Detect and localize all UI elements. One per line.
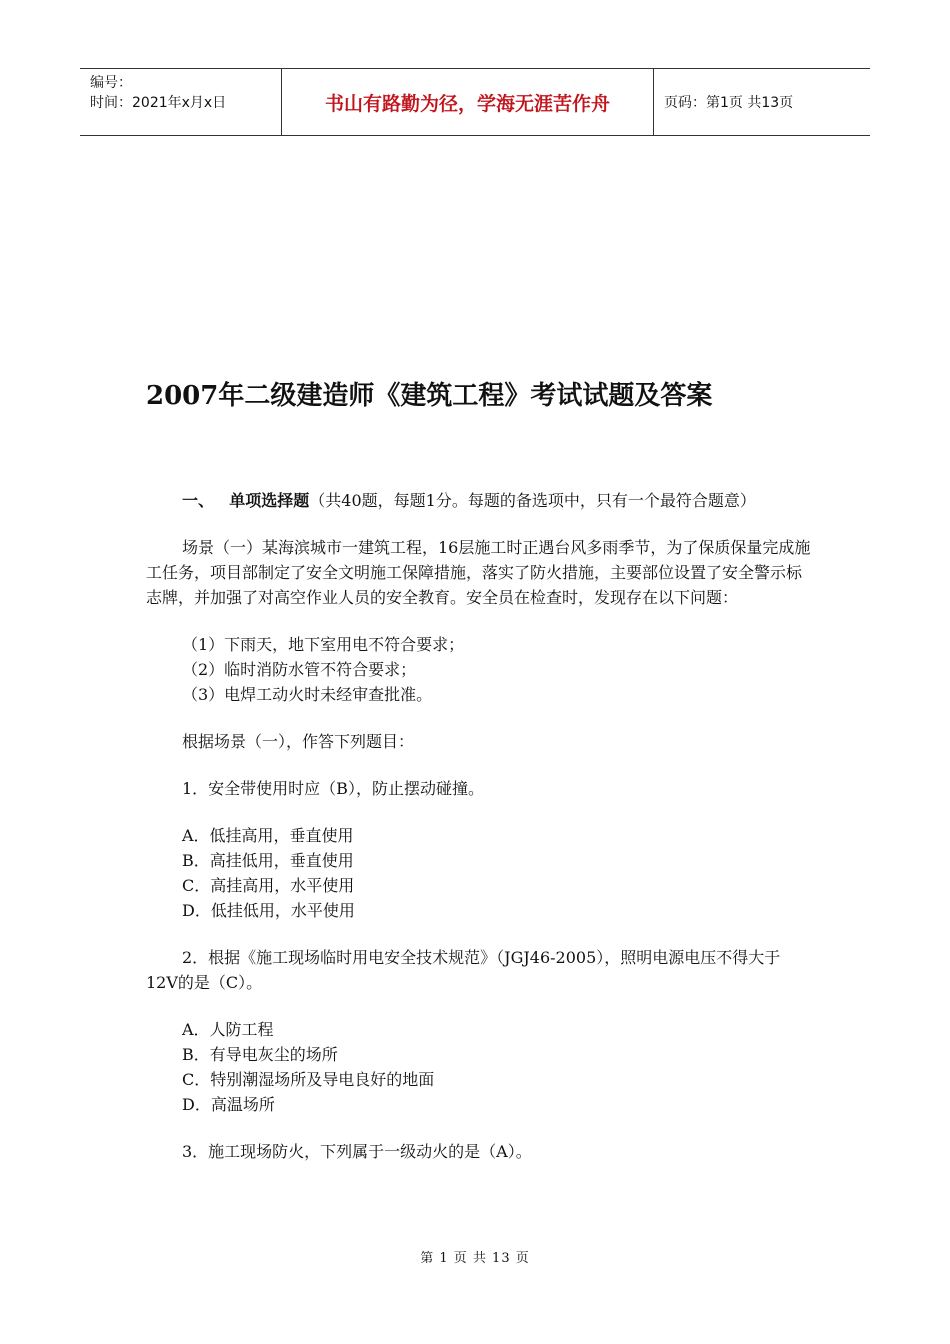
option-item: C．高挂高用，水平使用 bbox=[182, 876, 355, 895]
page-header bbox=[80, 68, 870, 136]
number-label: 编号： bbox=[90, 75, 132, 91]
section-description: （共40题，每题1分。每题的备选项中，只有一个最符合题意） bbox=[309, 491, 756, 510]
option-list bbox=[146, 823, 811, 923]
question-stem: 1．安全带使用时应（B），防止摆动碰撞。 bbox=[182, 779, 484, 798]
scenario-instruction: 根据场景（一），作答下列题目： bbox=[182, 732, 415, 751]
section-number: 一、 bbox=[182, 491, 215, 510]
option-item: D．高温场所 bbox=[182, 1095, 275, 1114]
option-item: A．人防工程 bbox=[182, 1020, 274, 1039]
problem-item: （2）临时消防水管不符合要求； bbox=[182, 660, 417, 679]
option-item: A．低挂高用，垂直使用 bbox=[182, 826, 354, 845]
problem-list bbox=[146, 632, 811, 707]
question-stem: 3．施工现场防火，下列属于一级动火的是（A）。 bbox=[182, 1142, 532, 1161]
option-list bbox=[146, 1017, 811, 1117]
option-item: C．特别潮湿场所及导电良好的地面 bbox=[182, 1070, 435, 1089]
header-page-info: 页码：第1页 共13页 bbox=[664, 95, 794, 111]
document-title: 2007年二级建造师《建筑工程》考试试题及答案 bbox=[146, 381, 713, 411]
header-motto: 书山有路勤为径，学海无涯苦作舟 bbox=[282, 69, 654, 135]
problem-item: （3）电焊工动火时未经审查批准。 bbox=[182, 685, 433, 704]
question-stem: 2．根据《施工现场临时用电安全技术规范》（JGJ46-2005），照明电源电压不得大于12V的是（C）。 bbox=[146, 948, 781, 992]
option-item: B．有导电灰尘的场所 bbox=[182, 1045, 338, 1064]
section-heading bbox=[146, 488, 811, 513]
section-title: 单项选择题 bbox=[229, 491, 310, 510]
scenario-text: 场景（一）某海滨城市一建筑工程，16层施工时正遇台风多雨季节，为了保质保量完成施工任务，项目部制定了安全文明施工保障措施，落实了防火措施，主要部位设置了安全警示标志牌，并加强了对高空作业人员的安全教育。安全员在检查时，发现存在以下问题： bbox=[146, 538, 811, 607]
option-item: D．低挂低用，水平使用 bbox=[182, 901, 355, 920]
option-item: B．高挂低用，垂直使用 bbox=[182, 851, 354, 870]
page-footer: 第 1 页 共 13 页 bbox=[420, 1251, 530, 1266]
time-label: 时间：2021年x月x日 bbox=[90, 95, 227, 111]
problem-item: （1）下雨天，地下室用电不符合要求； bbox=[182, 635, 465, 654]
document-body bbox=[146, 488, 811, 1186]
header-meta bbox=[80, 69, 282, 135]
